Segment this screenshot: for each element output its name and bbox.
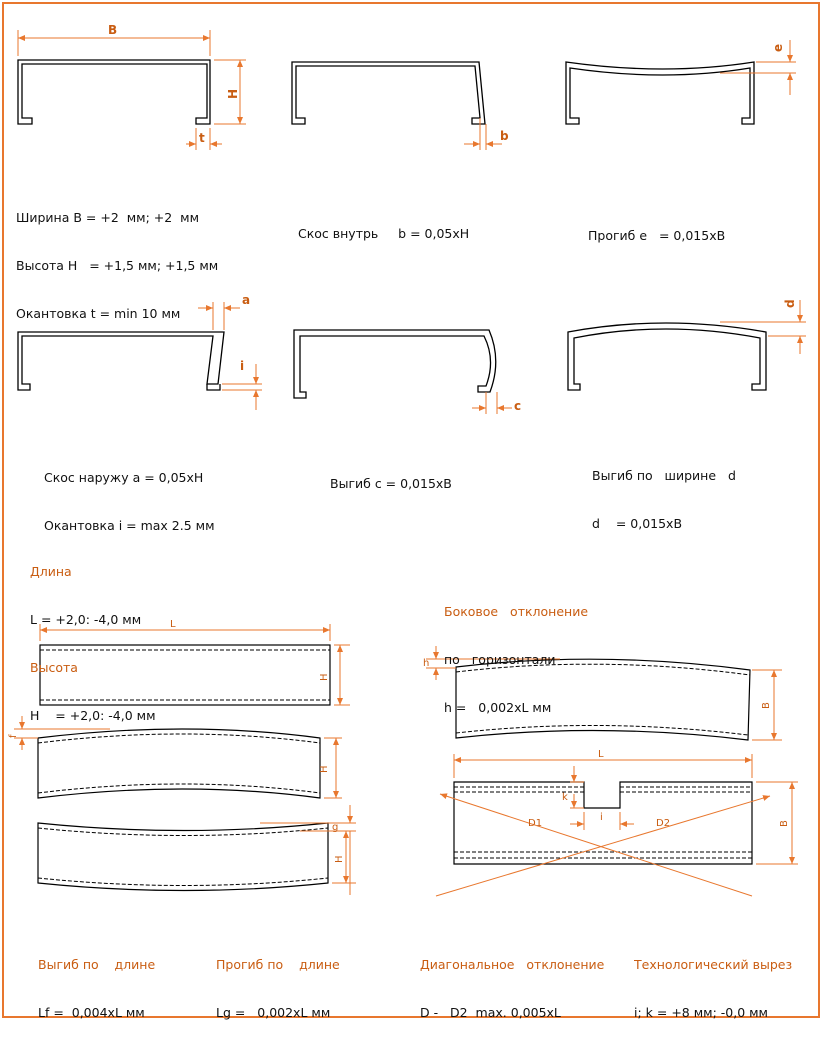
profile-web-bow bbox=[568, 323, 766, 390]
caption-line: i; k = +8 мм; -0,0 мм bbox=[634, 1005, 768, 1020]
dim-label-f: f bbox=[8, 734, 19, 738]
caption-width-bow bbox=[592, 436, 736, 548]
dim-label-D1: D1 bbox=[528, 818, 543, 829]
caption-heading: Прогиб по длине bbox=[216, 957, 340, 972]
strip-cutout bbox=[454, 782, 752, 864]
dim-label-L-right: L bbox=[598, 749, 604, 760]
dim-label-k: k bbox=[562, 792, 568, 803]
caption-heading: Технологический вырез bbox=[634, 957, 793, 972]
caption-line: h = 0,002xL мм bbox=[444, 700, 552, 715]
caption-line: Скос наружу a = 0,05xH bbox=[44, 470, 204, 485]
caption-line: Окантовка t = min 10 мм bbox=[16, 306, 181, 321]
dim-label-B-diag: B bbox=[779, 820, 790, 827]
dim-label-H-strip3: H bbox=[334, 855, 345, 863]
dim-label-H: H bbox=[226, 88, 240, 99]
caption-line: D - D2 max. 0,005xL bbox=[420, 1005, 561, 1020]
dim-label-d: d bbox=[783, 299, 797, 308]
dim-label-H-strip2: H bbox=[319, 765, 330, 773]
dim-label-c: c bbox=[514, 399, 522, 413]
diagonal-d2 bbox=[436, 796, 770, 896]
caption-heading: Выгиб по длине bbox=[38, 957, 156, 972]
dim-label-i: i bbox=[240, 359, 245, 373]
caption-length-sag bbox=[216, 925, 340, 1037]
dim-label-B: B bbox=[108, 23, 118, 37]
dim-label-h: h bbox=[423, 658, 430, 669]
caption-line: d = 0,015xB bbox=[592, 516, 683, 531]
caption-cutout bbox=[634, 925, 814, 1037]
caption-lateral-deviation bbox=[444, 572, 588, 732]
caption-web-sag bbox=[588, 196, 725, 260]
caption-heading: Диагональное отклонение bbox=[420, 957, 605, 972]
caption-line: Прогиб e = 0,015xB bbox=[588, 228, 726, 243]
caption-line: Lg = 0,002xL мм bbox=[216, 1005, 331, 1020]
caption-heading: Длина bbox=[30, 564, 72, 579]
caption-line: Окантовка i = max 2.5 мм bbox=[44, 518, 215, 533]
caption-diagonal bbox=[420, 925, 604, 1037]
strip-sagging bbox=[38, 823, 328, 891]
dim-label-H-strip1: H bbox=[319, 673, 330, 681]
caption-line: Lf = 0,004xL мм bbox=[38, 1005, 145, 1020]
caption-curved-flange bbox=[330, 444, 452, 508]
caption-heading: Высота bbox=[30, 660, 78, 675]
caption-inward-bevel bbox=[298, 194, 469, 258]
caption-width-height bbox=[16, 178, 218, 338]
dim-label-e: e bbox=[771, 43, 785, 52]
dim-label-t: t bbox=[199, 131, 205, 145]
dim-label-i-cut: i bbox=[600, 812, 603, 823]
caption-line: Высота H = +1,5 мм; +1,5 мм bbox=[16, 258, 219, 273]
caption-length-bend bbox=[38, 925, 155, 1037]
caption-line: H = +2,0: -4,0 мм bbox=[30, 708, 156, 723]
dim-label-b: b bbox=[500, 129, 509, 143]
caption-line: Выгиб c = 0,015xB bbox=[330, 476, 452, 491]
caption-length-height bbox=[30, 532, 156, 740]
caption-line: L = +2,0: -4,0 мм bbox=[30, 612, 142, 627]
dim-label-D2: D2 bbox=[656, 818, 671, 829]
dim-label-g: g bbox=[332, 822, 339, 833]
caption-line: Выгиб по ширине d bbox=[592, 468, 736, 483]
profile-flange-outward bbox=[18, 332, 224, 390]
caption-line: Скос внутрь b = 0,05xH bbox=[298, 226, 470, 241]
profile-curved-flange bbox=[294, 330, 496, 398]
caption-heading: Боковое отклонение bbox=[444, 604, 589, 619]
profile-sagging-web bbox=[566, 62, 754, 124]
profile-straight bbox=[18, 60, 210, 124]
caption-line: по горизонтали bbox=[444, 652, 556, 667]
dim-label-L-left: L bbox=[170, 619, 176, 630]
profile-flange-inward bbox=[292, 62, 485, 124]
caption-line: Ширина B = +2 мм; +2 мм bbox=[16, 210, 200, 225]
dim-label-B-lateral: B bbox=[761, 702, 772, 709]
dim-label-a: a bbox=[242, 293, 251, 307]
